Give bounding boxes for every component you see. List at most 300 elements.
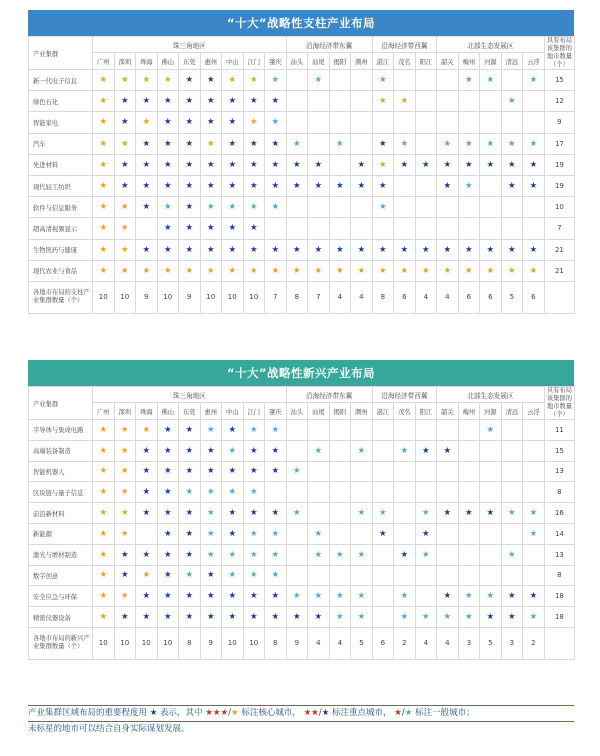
cell <box>136 70 158 91</box>
blue-star-icon: ★ <box>249 591 258 602</box>
cell <box>480 197 502 218</box>
table-row <box>29 91 575 112</box>
city-count-header: 具有布局该集群的地市数量（个） <box>544 387 575 420</box>
cell <box>372 70 394 91</box>
table-row <box>29 197 575 218</box>
cell <box>136 440 158 461</box>
gold-star-icon: ★ <box>120 528 129 539</box>
blue-star-icon: ★ <box>443 445 452 456</box>
cell <box>308 91 330 112</box>
light-blue-star-icon: ★ <box>206 528 215 539</box>
legend-sep: / <box>318 708 322 718</box>
blue-star-icon: ★ <box>379 528 387 539</box>
blue-star-icon: ★ <box>163 612 172 623</box>
light-blue-star-icon: ★ <box>465 138 473 149</box>
light-blue-star-icon: ★ <box>228 570 237 581</box>
blue-star-icon: ★ <box>142 445 151 456</box>
cell <box>501 133 523 154</box>
blue-star-icon: ★ <box>120 96 129 107</box>
light-blue-star-icon: ★ <box>357 445 366 456</box>
blue-star-icon: ★ <box>185 96 194 107</box>
blue-star-icon: ★ <box>249 244 258 255</box>
gold-star-icon: ★ <box>314 265 323 276</box>
city-count: 10 <box>222 627 244 659</box>
blue-star-icon: ★ <box>185 424 194 435</box>
cell <box>114 70 136 91</box>
cell <box>265 91 287 112</box>
cell <box>200 503 222 524</box>
light-blue-star-icon: ★ <box>508 96 516 107</box>
light-blue-star-icon: ★ <box>465 612 473 623</box>
cell <box>308 523 330 544</box>
cluster-name: 精密仪器设备 <box>29 607 93 628</box>
cell <box>351 586 373 607</box>
cell <box>200 175 222 196</box>
cluster-name: 数字创意 <box>29 565 93 586</box>
light-blue-star-icon: ★ <box>508 508 516 519</box>
cell <box>308 260 330 281</box>
blue-star-icon: ★ <box>314 159 323 170</box>
table-row <box>29 260 575 281</box>
cell <box>523 133 545 154</box>
light-blue-star-icon: ★ <box>271 117 280 128</box>
cell <box>308 175 330 196</box>
cluster-city-total: 15 <box>544 440 575 461</box>
cell <box>179 70 201 91</box>
blue-star-icon: ★ <box>206 466 215 477</box>
cell <box>372 133 394 154</box>
cell <box>394 461 416 482</box>
blue-star-icon: ★ <box>443 159 452 170</box>
blue-star-icon: ★ <box>206 75 215 86</box>
blue-star-icon: ★ <box>400 159 409 170</box>
cell <box>480 154 502 175</box>
city-count: 4 <box>351 281 373 313</box>
blue-star-icon: ★ <box>357 159 366 170</box>
light-blue-star-icon: ★ <box>529 508 538 519</box>
cell <box>222 91 244 112</box>
cell <box>286 607 308 628</box>
cell <box>501 565 523 586</box>
cell <box>480 482 502 503</box>
emerging-banner <box>28 360 574 386</box>
cell <box>372 218 394 239</box>
city-count: 4 <box>437 281 459 313</box>
blue-star-icon: ★ <box>314 612 323 623</box>
city-count: 7 <box>308 281 330 313</box>
cell <box>265 70 287 91</box>
cell <box>157 197 179 218</box>
blue-star-icon: ★ <box>185 75 194 86</box>
gold-star-icon: ★ <box>206 138 215 149</box>
cell <box>415 482 437 503</box>
gold-star-icon: ★ <box>249 117 258 128</box>
cell <box>308 503 330 524</box>
cell <box>179 523 201 544</box>
cluster-city-total: 18 <box>544 607 575 628</box>
blue-star-icon: ★ <box>400 549 409 560</box>
city-count: 6 <box>394 281 416 313</box>
cell <box>222 503 244 524</box>
light-blue-star-icon: ★ <box>228 202 237 213</box>
blue-star-icon: ★ <box>379 181 387 192</box>
cell <box>136 523 158 544</box>
cell <box>308 565 330 586</box>
cell <box>222 565 244 586</box>
cell <box>136 420 158 441</box>
gold-star-icon: ★ <box>379 159 387 170</box>
cell <box>114 175 136 196</box>
blue-star-icon: ★ <box>163 445 172 456</box>
cell <box>157 218 179 239</box>
cell <box>200 420 222 441</box>
gold-star-icon: ★ <box>99 549 108 560</box>
cluster-city-total: 8 <box>544 565 575 586</box>
city-header: 东莞 <box>179 53 201 70</box>
light-blue-star-icon: ★ <box>404 708 413 718</box>
cell <box>501 175 523 196</box>
cell <box>372 586 394 607</box>
city-header: 茂名 <box>394 403 416 420</box>
cell <box>114 133 136 154</box>
gold-star-icon: ★ <box>120 75 129 86</box>
cell <box>200 544 222 565</box>
light-blue-star-icon: ★ <box>336 591 344 602</box>
blue-star-icon: ★ <box>163 96 172 107</box>
city-count: 10 <box>136 627 158 659</box>
cell <box>200 218 222 239</box>
cell <box>308 544 330 565</box>
blue-star-icon: ★ <box>142 244 151 255</box>
cell <box>308 440 330 461</box>
cell <box>329 420 351 441</box>
light-blue-star-icon: ★ <box>336 612 344 623</box>
blue-star-icon: ★ <box>293 159 301 170</box>
cell <box>286 544 308 565</box>
cell <box>179 91 201 112</box>
light-blue-star-icon: ★ <box>357 549 366 560</box>
city-count: 6 <box>372 627 394 659</box>
cluster-name: 绿色石化 <box>29 91 93 112</box>
blue-star-icon: ★ <box>529 244 538 255</box>
cell <box>157 440 179 461</box>
cell <box>136 544 158 565</box>
gold-star-icon: ★ <box>163 265 172 276</box>
blue-star-icon: ★ <box>185 549 194 560</box>
cell <box>351 440 373 461</box>
blue-star-icon: ★ <box>228 117 237 128</box>
cell <box>286 420 308 441</box>
blue-star-icon: ★ <box>228 138 237 149</box>
table-row <box>29 440 575 461</box>
cell <box>200 91 222 112</box>
cell <box>458 461 480 482</box>
cell <box>501 440 523 461</box>
cell <box>286 586 308 607</box>
cell <box>200 565 222 586</box>
table-row <box>29 461 575 482</box>
cell <box>458 440 480 461</box>
blue-star-icon: ★ <box>185 244 194 255</box>
cell <box>351 503 373 524</box>
blue-star-icon: ★ <box>206 570 215 581</box>
cell <box>372 197 394 218</box>
cell <box>179 239 201 260</box>
cell <box>351 260 373 281</box>
cell <box>351 565 373 586</box>
cell <box>286 154 308 175</box>
cell <box>523 218 545 239</box>
light-blue-star-icon: ★ <box>508 549 516 560</box>
cell <box>458 175 480 196</box>
cluster-name: 前沿新材料 <box>29 503 93 524</box>
cell <box>415 218 437 239</box>
blue-star-icon: ★ <box>314 181 323 192</box>
city-count: 4 <box>437 627 459 659</box>
cluster-city-total: 15 <box>544 70 575 91</box>
light-blue-star-icon: ★ <box>379 508 387 519</box>
city-header-row <box>29 403 575 420</box>
cell <box>243 503 265 524</box>
blue-star-icon: ★ <box>271 138 280 149</box>
blue-star-icon: ★ <box>185 117 194 128</box>
cluster-city-total: 13 <box>544 461 575 482</box>
cell <box>265 586 287 607</box>
cell <box>351 523 373 544</box>
blue-star-icon: ★ <box>465 159 473 170</box>
city-count: 4 <box>415 627 437 659</box>
city-header: 广州 <box>93 53 115 70</box>
cell <box>308 239 330 260</box>
cell <box>114 91 136 112</box>
legend-text-c: 标注核心城市， <box>241 708 301 718</box>
city-count: 10 <box>93 627 115 659</box>
blue-star-icon: ★ <box>185 159 194 170</box>
cell <box>179 197 201 218</box>
cluster-name: 激光与增材制造 <box>29 544 93 565</box>
light-blue-star-icon: ★ <box>206 508 215 519</box>
blue-star-icon: ★ <box>142 202 151 213</box>
cell <box>222 197 244 218</box>
blue-star-icon: ★ <box>443 591 452 602</box>
cell <box>458 91 480 112</box>
cell <box>329 218 351 239</box>
cell <box>372 461 394 482</box>
city-header: 中山 <box>222 53 244 70</box>
cell <box>179 586 201 607</box>
cell <box>286 70 308 91</box>
cell <box>222 133 244 154</box>
blue-star-icon: ★ <box>336 244 344 255</box>
table-row <box>29 544 575 565</box>
gold-star-icon: ★ <box>529 265 538 276</box>
cell <box>286 461 308 482</box>
blue-star-icon: ★ <box>249 445 258 456</box>
cluster-header: 产业集群 <box>29 37 93 70</box>
blue-star-icon: ★ <box>163 159 172 170</box>
cluster-name: 安全应急与环保 <box>29 586 93 607</box>
cell <box>157 565 179 586</box>
cell <box>523 523 545 544</box>
cell <box>458 565 480 586</box>
city-header-row <box>29 53 575 70</box>
cell <box>93 420 115 441</box>
cell <box>501 461 523 482</box>
cell <box>351 218 373 239</box>
gold-star-icon: ★ <box>120 424 129 435</box>
gold-star-icon: ★ <box>206 265 215 276</box>
city-header: 中山 <box>222 403 244 420</box>
cell <box>329 523 351 544</box>
cell <box>243 461 265 482</box>
gold-star-icon: ★ <box>185 265 194 276</box>
cell <box>179 175 201 196</box>
cell <box>329 461 351 482</box>
blue-star-icon: ★ <box>486 244 495 255</box>
cell <box>351 91 373 112</box>
cell <box>329 154 351 175</box>
emerging-table <box>28 386 575 660</box>
cell <box>458 544 480 565</box>
city-header: 清远 <box>501 53 523 70</box>
cell <box>200 482 222 503</box>
city-count: 9 <box>200 627 222 659</box>
cell <box>372 607 394 628</box>
cell <box>243 586 265 607</box>
cell <box>243 218 265 239</box>
light-blue-star-icon: ★ <box>486 424 495 435</box>
cell <box>394 175 416 196</box>
gold-star-icon: ★ <box>99 202 108 213</box>
blue-star-icon: ★ <box>120 612 129 623</box>
gold-star-icon: ★ <box>142 117 151 128</box>
city-header: 江门 <box>243 403 265 420</box>
blue-star-icon: ★ <box>357 244 366 255</box>
cell <box>286 175 308 196</box>
cell <box>222 523 244 544</box>
blue-star-icon: ★ <box>185 181 194 192</box>
cell <box>480 544 502 565</box>
city-header: 梅州 <box>458 403 480 420</box>
blue-star-icon: ★ <box>185 138 194 149</box>
blue-star-icon: ★ <box>206 244 215 255</box>
blue-star-icon: ★ <box>529 181 538 192</box>
cell <box>329 112 351 133</box>
gold-star-icon: ★ <box>120 508 129 519</box>
blue-star-icon: ★ <box>185 466 194 477</box>
gold-star-icon: ★ <box>99 528 108 539</box>
gold-star-icon: ★ <box>293 265 301 276</box>
blue-star-icon: ★ <box>142 549 151 560</box>
cell <box>136 175 158 196</box>
city-header: 东莞 <box>179 403 201 420</box>
cluster-city-total: 13 <box>544 544 575 565</box>
cell <box>222 420 244 441</box>
cell <box>394 197 416 218</box>
cell <box>93 197 115 218</box>
cluster-name: 超高清视频显示 <box>29 218 93 239</box>
cluster-name: 先进材料 <box>29 154 93 175</box>
cell <box>265 218 287 239</box>
cell <box>523 503 545 524</box>
cluster-city-total: 9 <box>544 112 575 133</box>
cell <box>437 461 459 482</box>
cell <box>372 482 394 503</box>
city-header: 汕头 <box>286 53 308 70</box>
blue-star-icon: ★ <box>508 244 516 255</box>
blue-star-icon: ★ <box>120 570 129 581</box>
cell <box>308 70 330 91</box>
cell <box>523 420 545 441</box>
cell <box>136 154 158 175</box>
cell <box>372 544 394 565</box>
cell <box>286 133 308 154</box>
cell <box>437 260 459 281</box>
gold-star-icon: ★ <box>163 75 172 86</box>
blue-star-icon: ★ <box>120 117 129 128</box>
light-blue-star-icon: ★ <box>249 549 258 560</box>
light-blue-star-icon: ★ <box>271 528 280 539</box>
cell <box>308 607 330 628</box>
cell <box>523 175 545 196</box>
cell <box>243 482 265 503</box>
cell <box>308 154 330 175</box>
cell <box>265 239 287 260</box>
city-header: 阳江 <box>415 403 437 420</box>
cell <box>480 420 502 441</box>
cell <box>458 197 480 218</box>
cell <box>372 154 394 175</box>
cell <box>437 91 459 112</box>
city-header: 湛江 <box>372 53 394 70</box>
table-row <box>29 482 575 503</box>
cell <box>136 461 158 482</box>
light-blue-star-icon: ★ <box>422 508 430 519</box>
cell <box>394 70 416 91</box>
legend-text-d: 标注重点城市， <box>332 708 392 718</box>
cell <box>136 503 158 524</box>
region-header: 北部生态发展区 <box>437 387 545 403</box>
cell <box>114 544 136 565</box>
cell <box>394 544 416 565</box>
cell <box>157 586 179 607</box>
blue-star-icon: ★ <box>443 181 452 192</box>
city-count: 7 <box>265 281 287 313</box>
cell <box>157 175 179 196</box>
light-blue-star-icon: ★ <box>357 508 366 519</box>
city-header: 清远 <box>501 403 523 420</box>
gold-star-icon: ★ <box>120 265 129 276</box>
light-blue-star-icon: ★ <box>443 612 452 623</box>
city-count: 6 <box>480 281 502 313</box>
cell <box>200 523 222 544</box>
cell <box>372 91 394 112</box>
light-blue-star-icon: ★ <box>529 528 538 539</box>
cluster-city-total: 10 <box>544 197 575 218</box>
cell <box>222 260 244 281</box>
cell <box>480 70 502 91</box>
cell <box>243 175 265 196</box>
blue-star-icon: ★ <box>206 96 215 107</box>
cell <box>265 260 287 281</box>
cell <box>157 461 179 482</box>
cell <box>329 70 351 91</box>
light-blue-star-icon: ★ <box>293 466 301 477</box>
cell <box>351 420 373 441</box>
table-row <box>29 218 575 239</box>
blue-star-icon: ★ <box>271 445 280 456</box>
cell <box>265 197 287 218</box>
